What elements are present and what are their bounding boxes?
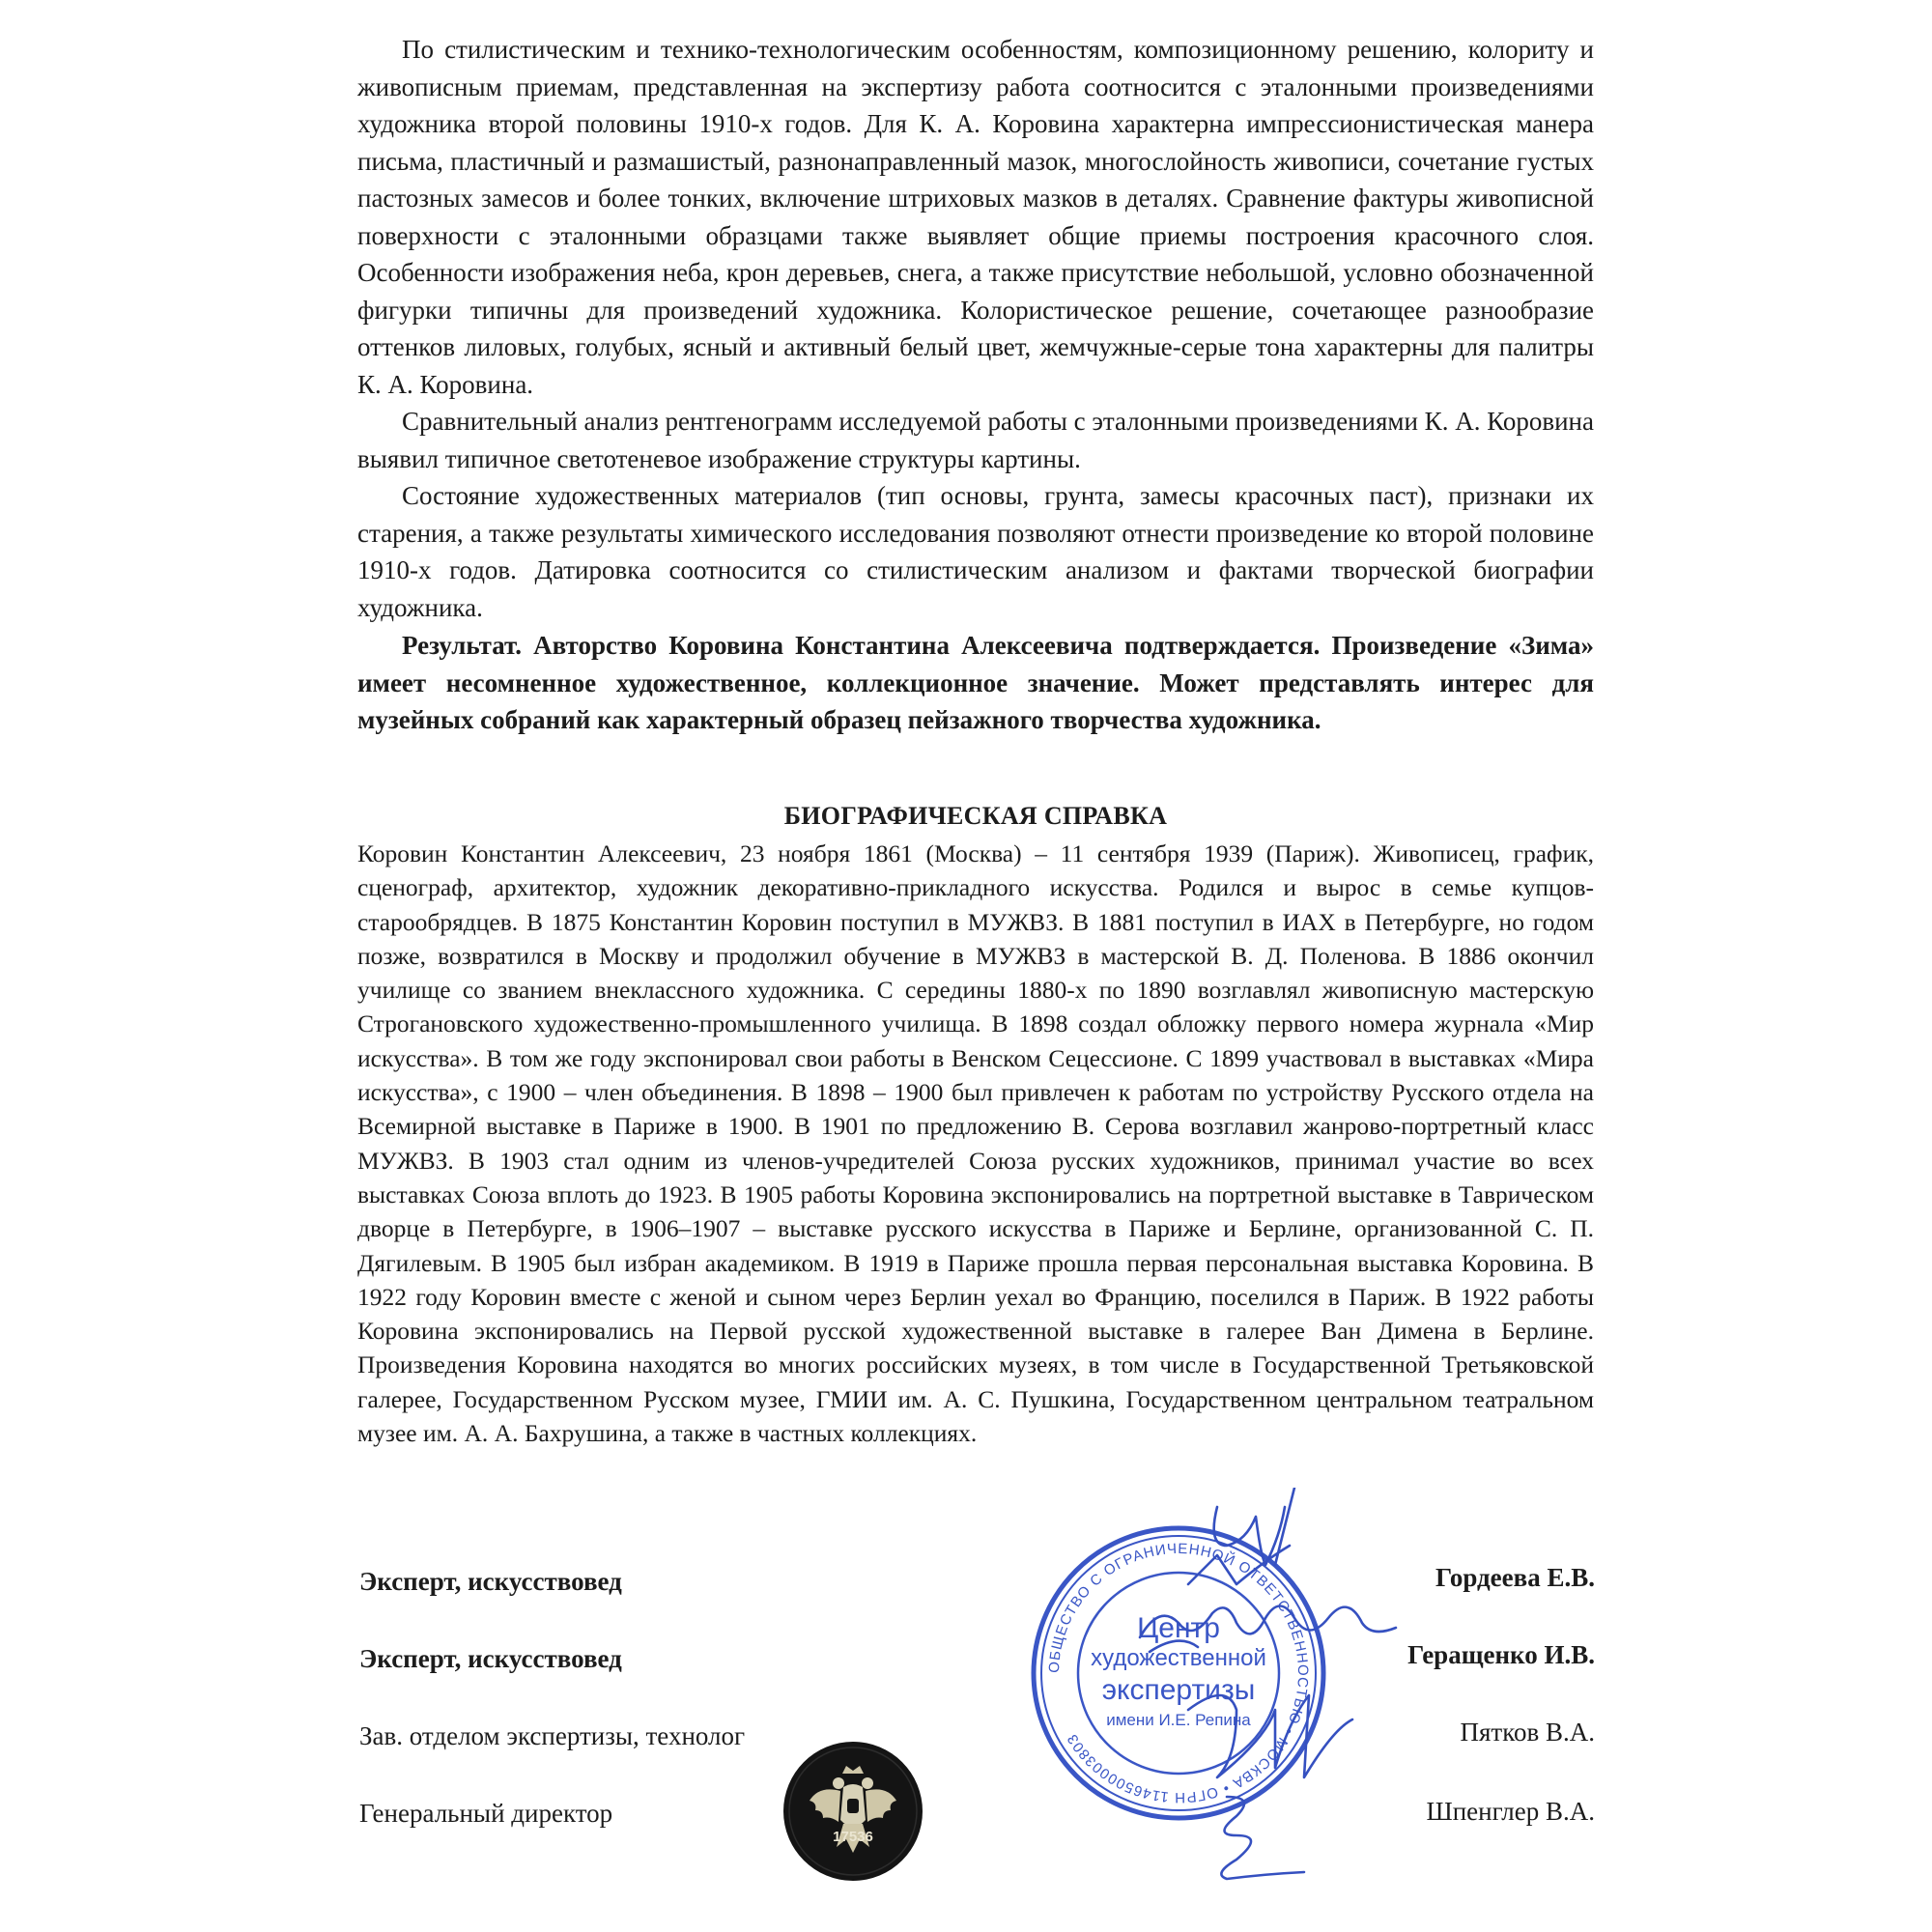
signatory-name-1: Гордеева Е.В. [1435,1563,1595,1592]
signatory-name-3: Пятков В.А. [1460,1718,1595,1747]
stamp-line-1: Центр [1137,1612,1220,1644]
eagle-emblem-icon [782,1741,923,1882]
bio-paragraph: Коровин Константин Алексеевич, 23 ноября 1861 (Москва) – 11 сентября 1939 (Париж). Живописец, график, сценограф, архитектор, художник декоративно-прикладного искусства. Родился и вырос в семье купцов-старообрядцев. В 1875 Константин Коровин поступил в МУЖВЗ. В 1881 поступил в ИАХ в Петербурге, но годом позже, возвратился в Москву и продолжил обучение в МУЖВЗ в мастерской В. Д. Поленова. В 1886 окончил училище со званием внеклассного художника. С середины 1880-х по 1890 возглавлял живописную мастерскую Строгановского художественно-промышленного училища. В 1898 создал обложку первого номера журнала «Мир искусства». В том же году экспонировал свои работы в Венском Сецессионе. С 1899 участвовал в выставках «Мира искусства», с 1900 – член объединения. В 1898 – 1900 был привлечен к работам по устройству Русского отдела на Всемирной выставке в Париже в 1900. В 1901 по предложению В. Серова возглавил жанрово-портретный класс МУЖВЗ. В 1903 стал одним из членов-учредителей Союза русских художников, принимал участие во всех выставках Союза вплоть до 1923. В 1905 работы Коровина экспонировались на портретной выставке в Таврическом дворце в Петербурге, в 1906–1907 – выставке русского искусства в Париже и Берлине, организованной С. П. Дягилевым. В 1905 был избран академиком. В 1919 в Париже прошла первая персональная выставка Коровина. В 1922 году Коровин вместе с женой и сыном через Берлин уехал во Францию, поселился в Париж. В 1922 работы Коровина экспонировались на Первой русской художественной выставке в галерее Ван Димена в Берлине. Произведения Коровина находятся во многих российских музеях, в том числе в Государственной Третьяковской галерее, Государственном Русском музее, ГМИИ им. А. С. Пушкина, Государственном центральном театральном музее им. А. А. Бахрушина, а также в частных коллекциях. [357,839,1594,1448]
stamp-line-4: имени И.Е. Репина [1106,1711,1251,1729]
svg-text:ОБЩЕСТВО С ОГРАНИЧЕННОЙ ОТВЕТС [1046,1541,1311,1805]
result-paragraph: Результат. Авторство Коровина Константина Алексеевича подтверждается. Произведение «Зима» имеет несомненное художественное, коллекционное значение. Может представлять интерес для музейных собраний как характерный образец пейзажного творчества художника. [357,631,1594,734]
stamp-line-2: художественной [1091,1645,1266,1671]
seal-number: 17536 [833,1829,873,1845]
stamp-ring-icon [1024,1519,1333,1828]
eagle-seal [782,1741,923,1882]
stamp-ring-text: ОБЩЕСТВО С ОГРАНИЧЕННОЙ ОТВЕТСТВЕННОСТЬЮ • МОСКВА • ОГРН 1146500003803 [1045,1540,1312,1806]
expertise-body [357,31,1594,739]
bio-heading: БИОГРАФИЧЕСКАЯ СПРАВКА [783,802,1168,830]
paragraph-xray-analysis: Сравнительный анализ рентгенограмм исследуемой работы с эталонными произведениями К. А. Коровина выявил типичное светотеневое изображение структуры картины. [357,407,1594,473]
signatory-role-3: Зав. отделом экспертизы, технолог [359,1721,746,1750]
company-stamp [1024,1519,1333,1828]
signatory-role-1: Эксперт, искусствовед [359,1567,622,1596]
paragraph-style-analysis: По стилистическим и технико-технологическим особенностям, композиционному решению, колориту и живописным приемам, представленная на экспертизу работа соотносится с эталонными произведениями художника второй половины 1910-х годов. Для К. А. Коровина характерна импрессионистическая манера письма, пластичный и размашистый, разнонаправленный мазок, многослойность живописи, сочетание густых пастозных замесов и более тонких, включение штриховых мазков в деталях. Сравнение фактуры живописной поверхности с эталонными образцами также выявляет общие приемы построения красочного слоя. Особенности изображения неба, крон деревьев, снега, а также присутствие небольшой, условно обозначенной фигурки типичны для произведений художника. Колористическое решение, сочетающее разнообразие оттенков лиловых, голубых, ясный и активный белый цвет, жемчужные-серые тона характерны для палитры К. А. Коровина. [357,35,1594,399]
signatory-name-2: Геращенко И.В. [1407,1640,1595,1669]
signatory-role-4: Генеральный директор [359,1799,613,1828]
signatory-role-2: Эксперт, искусствовед [359,1644,622,1673]
bio-text-block [357,837,1594,1450]
paragraph-materials-analysis: Состояние художественных материалов (тип основы, грунта, замесы красочных паст), признаки их старения, а также результаты химического исследования позволяют отнести произведение ко второй половине 1910-х годов. Датировка соотносится со стилистическим анализом и фактами творческой биографии художника. [357,481,1594,622]
signatory-name-4: Шпенглер В.А. [1426,1797,1595,1826]
stamp-line-3: экспертизы [1101,1674,1256,1706]
